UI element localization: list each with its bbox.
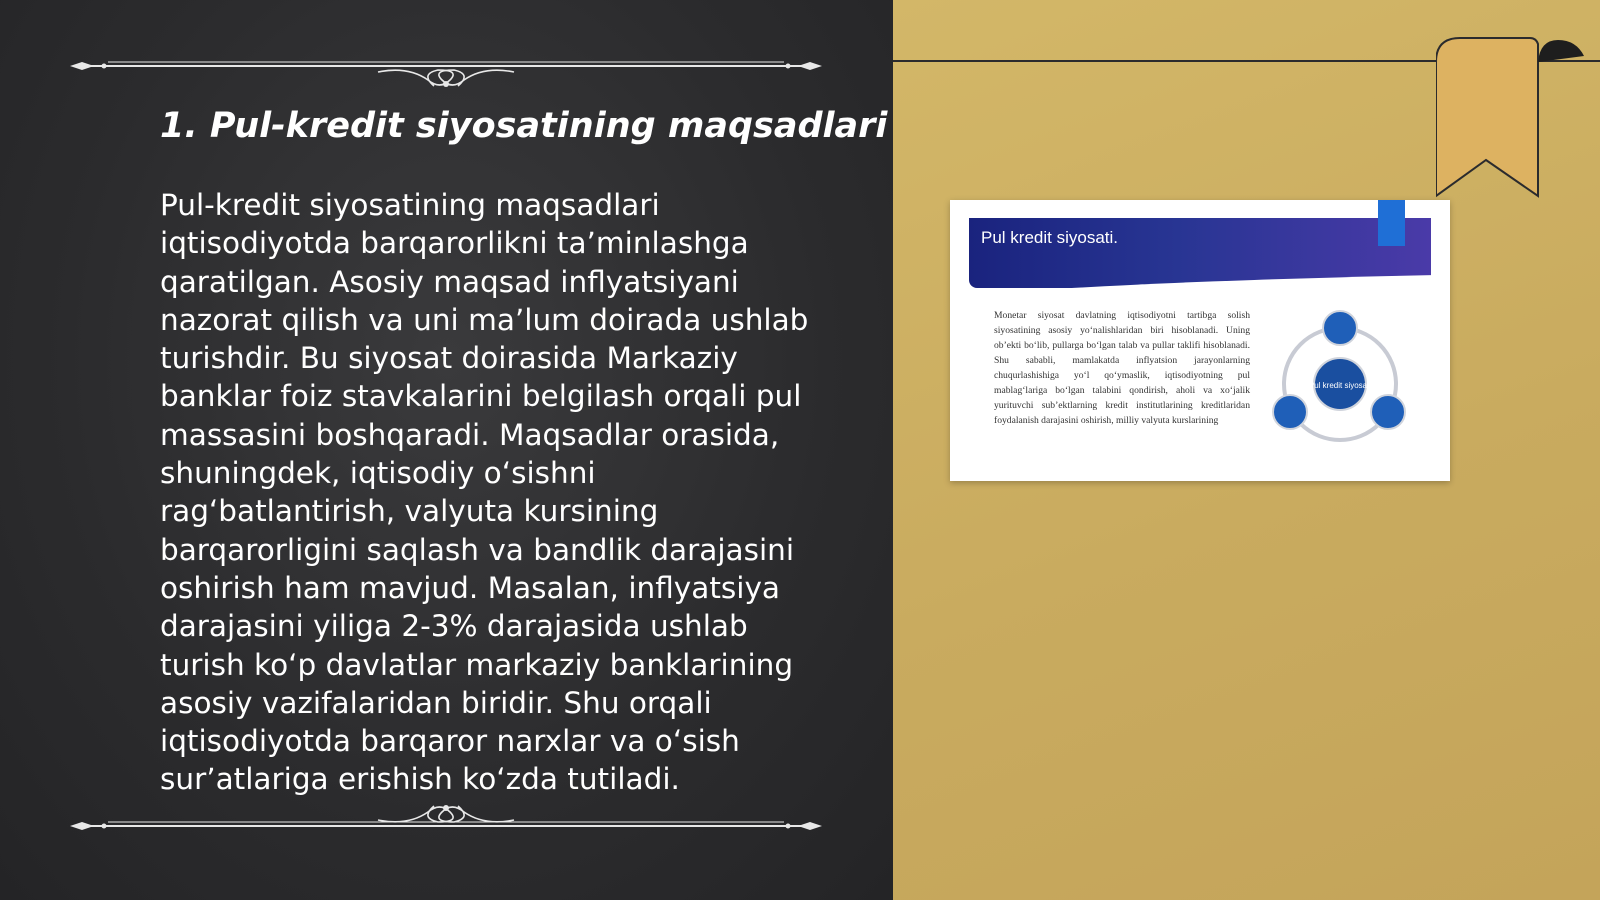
thumbnail-accent-bar	[1378, 200, 1405, 246]
cycle-node-left	[1273, 395, 1307, 429]
cycle-node-top	[1323, 311, 1357, 345]
cycle-center-label: Pul kredit siyosati	[1308, 381, 1372, 390]
slide-title: 1. Pul-kredit siyosatining maqsadlari	[160, 106, 888, 146]
thumbnail-cycle-diagram	[1268, 308, 1412, 448]
bookmark-ribbon-icon	[1436, 36, 1586, 198]
bottom-ornament-divider	[68, 780, 824, 830]
thumbnail-title: Pul kredit siyosati.	[981, 228, 1118, 247]
thumbnail-text: Monetar siyosat davlatning iqtisodiyotni tartibga solish siyosatining asosiy yo‘nalishlaridan biri hisoblanadi. Uning ob’ekti bo‘lib, pullarga bo‘lgan talab va pullar taklifi hisoblanadi. Shu sababli, mamlakatda inflyatsion jarayonlarning chuqurlashishiga yo‘l qo‘ymaslik, iqtisodiyotning pul mablag‘lariga bo‘lgan talabini qondirish, aholi va xo‘jalik yurituvchi sub’ektlarning kredit institutlarining kreditlaridan foydalanish darajasini oshirish, milliy valyuta kurslarining	[994, 310, 1250, 426]
slide-thumbnail-image	[950, 200, 1450, 481]
top-ornament-divider	[68, 40, 824, 90]
cycle-node-right	[1371, 395, 1405, 429]
slide-body-text: Pul-kredit siyosatining maqsadlari iqtisodiyotda barqarorlikni ta’minlashga qaratilgan. Asosiy maqsad inflyatsiyani nazorat qilish va uni ma’lum doirada ushlab turishdir. Bu siyosat doirasida Markaziy banklar foiz stavkalarini belgilash orqali pul massasini boshqaradi. Maqsadlar orasida, shuningdek, iqtisodiy o‘sishni rag‘batlantirish, valyuta kursining barqarorligini saqlash va bandlik darajasini oshirish ham mavjud. Masalan, inflyatsiya darajasini yiliga 2-3% darajasida ushlab turish ko‘p davlatlar markaziy banklarining asosiy vazifalaridan biridir. Shu orqali iqtisodiyotda barqaror narxlar va o‘sish sur’atlariga erishish ko‘zda tutiladi.	[160, 188, 809, 797]
